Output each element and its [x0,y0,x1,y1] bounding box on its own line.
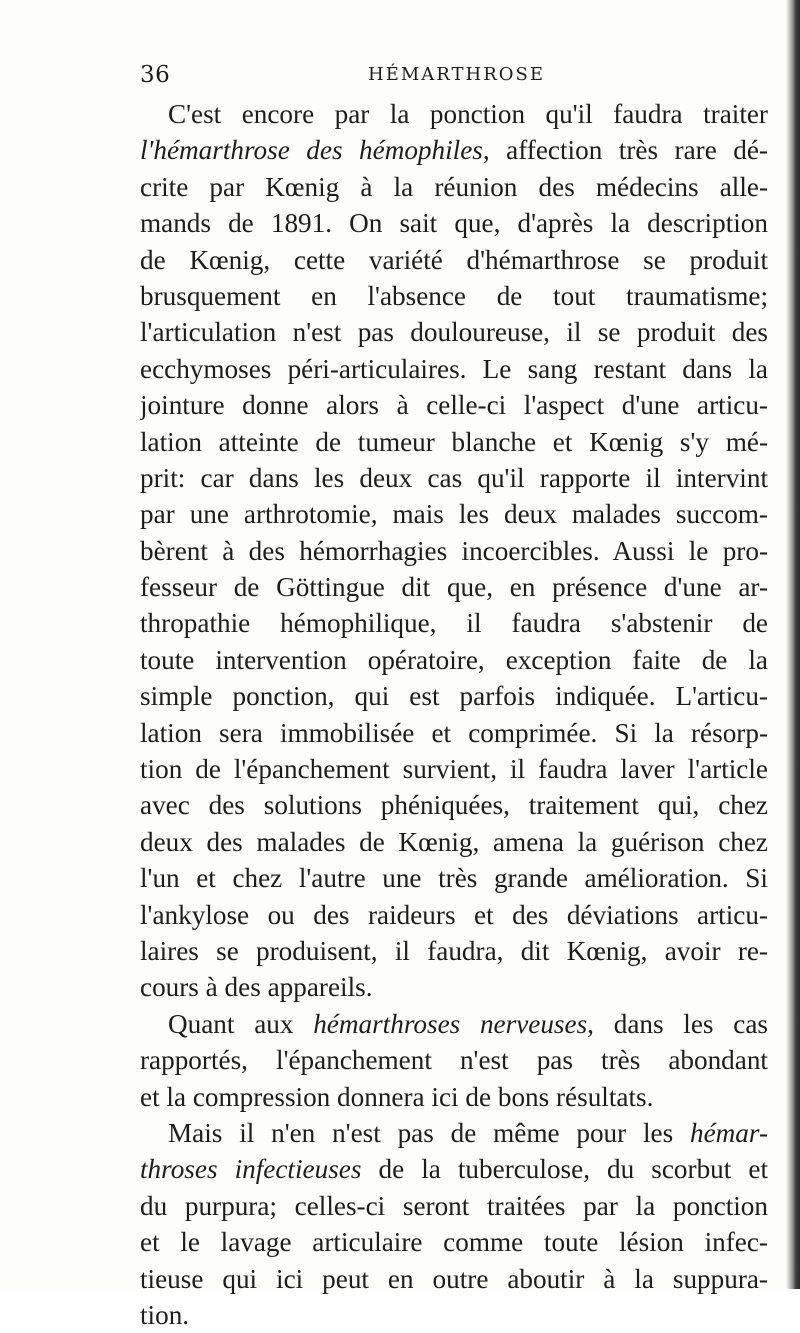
text-line [140,496,768,532]
text-segment: avec des solutions phéniquées, traitement qui, chez [140,790,768,821]
text-segment: rapportés, l'épanchement n'est pas très abondant [140,1045,768,1076]
text-segment: de la tuberculose, du scorbut et [361,1154,768,1185]
text-segment: mands de 1891. On sait que, d'après la description [140,208,768,239]
text-segment: tion de l'épanchement survient, il faudra laver l'article [140,754,768,785]
text-line [140,96,768,132]
text-segment: jointure donne alors à celle-ci l'aspect d'une articu- [140,390,768,421]
text-segment: simple ponction, qui est parfois indiquée. L'articu- [140,681,768,712]
text-segment: tion. [140,1299,190,1330]
page-edge-shadow [786,0,800,1289]
italic-text: hémar- [690,1117,768,1148]
text-line [140,278,768,314]
text-line [140,1297,768,1333]
text-segment: cours à des appareils. [140,972,373,1003]
text-segment: Quant aux [168,1008,314,1039]
text-line [140,569,768,605]
text-line [140,1042,768,1078]
text-line [140,642,768,678]
text-line [140,605,768,641]
text-line [140,1188,768,1224]
text-segment: tieuse qui ici peut en outre aboutir à la suppura- [140,1263,768,1294]
text-line [140,533,768,569]
text-segment: , dans les cas [587,1008,768,1039]
text-segment: de Kœnig, cette variété d'hémarthrose se produit [140,244,768,275]
body-text [140,96,768,1333]
text-line [140,424,768,460]
page-header [140,62,780,90]
page-number: 36 [140,62,171,88]
text-segment: par une arthrotomie, mais les deux malades succom- [140,499,768,530]
text-line [140,897,768,933]
text-line [140,132,768,168]
text-segment: lation atteinte de tumeur blanche et Kœnig s'y mé- [140,426,768,457]
text-line [140,678,768,714]
text-segment: ecchymoses péri-articulaires. Le sang restant dans la [140,353,768,384]
text-segment: l'un et chez l'autre une très grande amélioration. Si [140,863,768,894]
text-segment: crite par Kœnig à la réunion des médecins alle- [140,171,768,202]
italic-text: hémarthroses nerveuses [313,1008,588,1039]
text-line [140,242,768,278]
text-line [140,169,768,205]
text-line [140,1006,768,1042]
text-line [140,1261,768,1297]
text-segment: l'ankylose ou des raideurs et des déviations articu- [140,899,768,930]
text-line [140,387,768,423]
text-segment: deux des malades de Kœnig, amena la guérison chez [140,826,768,857]
text-line [140,715,768,751]
text-segment: prit: car dans les deux cas qu'il rapporte il intervint [140,462,768,493]
text-line [140,351,768,387]
text-segment: et le lavage articulaire comme toute lésion infec- [140,1227,768,1258]
text-segment: et la compression donnera ici de bons résultats. [140,1081,654,1112]
text-segment: brusquement en l'absence de tout traumatisme; [140,280,768,311]
text-segment: du purpura; celles-ci seront traitées par la ponction [140,1190,768,1221]
text-line [140,824,768,860]
text-segment: fesseur de Göttingue dit que, en présence d'une ar- [140,572,768,603]
text-line [140,314,768,350]
text-segment: , affection très rare dé- [482,135,768,166]
text-line [140,1079,768,1115]
running-title: HÉMARTHROSE [368,64,545,85]
text-line [140,1151,768,1187]
text-line [140,860,768,896]
text-segment: lation sera immobilisée et comprimée. Si la résorp- [140,717,768,748]
text-line [140,933,768,969]
italic-text: l'hémarthrose des hémophiles [140,135,483,166]
text-segment: l'articulation n'est pas douloureuse, il se produit des [140,317,768,348]
text-line [140,751,768,787]
text-line [140,787,768,823]
text-line [140,1224,768,1260]
text-segment: thropathie hémophilique, il faudra s'abstenir de [140,608,768,639]
text-segment: C'est encore par la ponction qu'il faudra traiter [168,99,768,129]
text-segment: toute intervention opératoire, exception faite de la [140,644,768,675]
text-segment: bèrent à des hémorrhagies incoercibles. Aussi le pro- [140,535,768,566]
text-segment: Mais il n'en n'est pas de même pour les [168,1117,691,1148]
italic-text: throses infectieuses [140,1154,362,1185]
text-line [140,460,768,496]
text-line [140,205,768,241]
text-segment: laires se produisent, il faudra, dit Kœnig, avoir re- [140,935,768,966]
text-line [140,969,768,1005]
text-line [140,1115,768,1151]
